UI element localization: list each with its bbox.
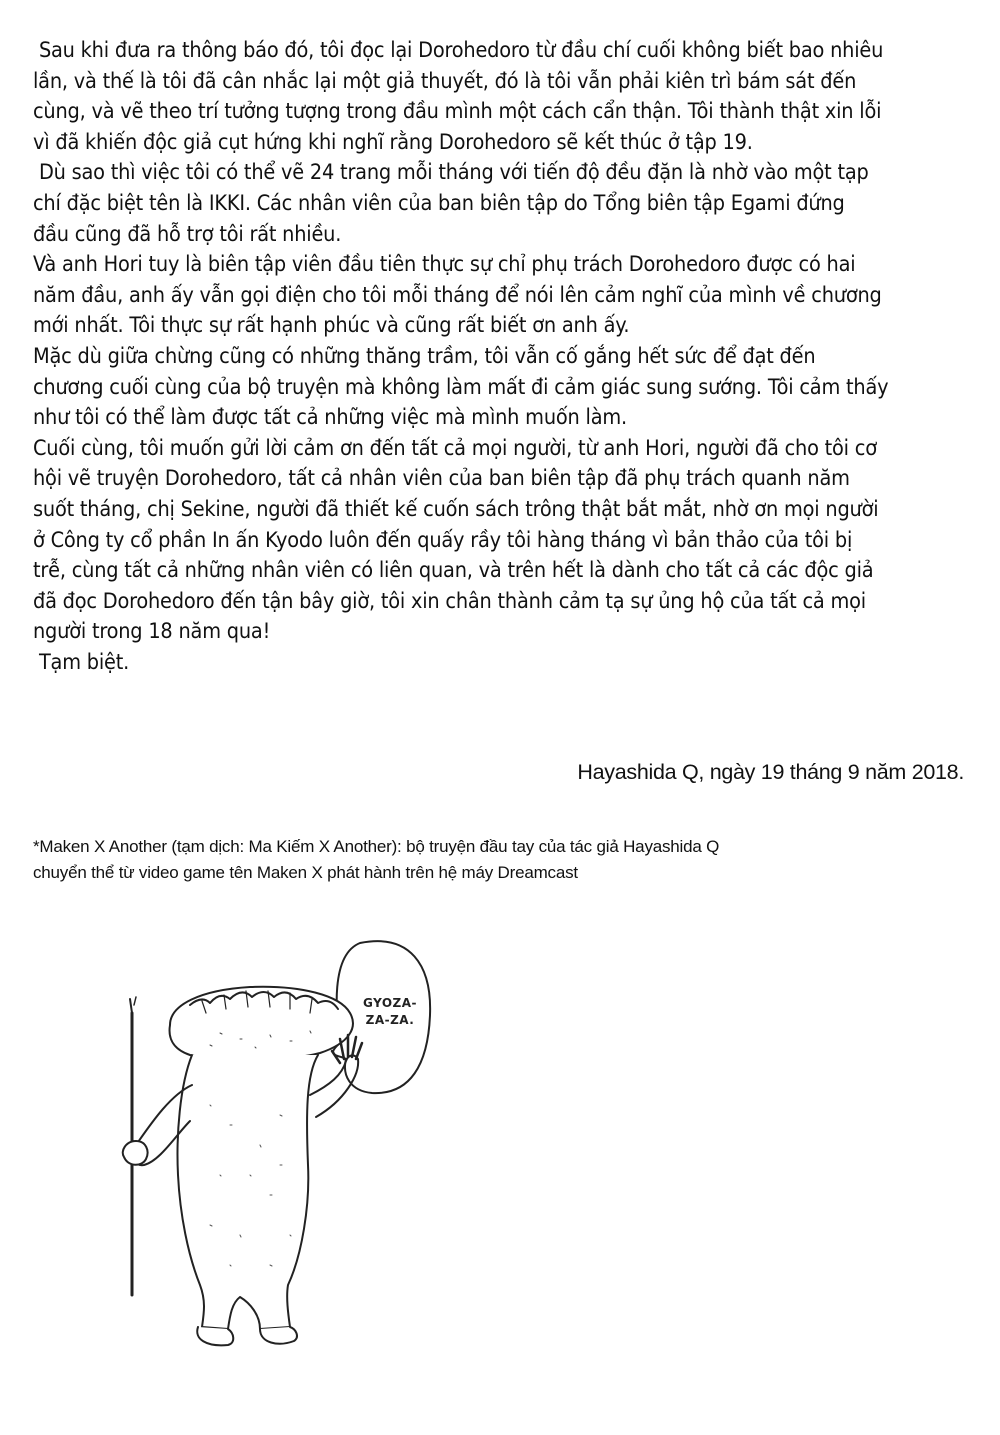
body-line: cùng, và vẽ theo trí tưởng tượng trong đầu mình một cách cẩn thận. Tôi thành thật xin lỗi <box>33 99 882 125</box>
body-line: đã đọc Dorohedoro đến tận bây giờ, tôi xin chân thành cảm tạ sự ủng hộ của tất cả mọi <box>33 588 866 614</box>
body-line: hội vẽ truyện Dorohedoro, tất cả nhân viên của ban biên tập đã phụ trách quanh năm <box>33 466 850 492</box>
body-line: năm đầu, anh ấy vẫn gọi điện cho tôi mỗi tháng để nói lên cảm nghĩ của mình về chương <box>33 282 882 308</box>
body-line: người trong 18 năm qua! <box>33 619 271 645</box>
body-line: Dù sao thì việc tôi có thể vẽ 24 trang mỗi tháng với tiến độ đều đặn là nhờ vào một tạp <box>33 160 869 186</box>
body-line: Cuối cùng, tôi muốn gửi lời cảm ơn đến tất cả mọi người, từ anh Hori, người đã cho tôi cơ <box>33 435 877 461</box>
speech-bubble-line: ZA-ZA. <box>365 1013 415 1027</box>
body-line: lần, và thế là tôi đã cân nhắc lại một giả thuyết, đó là tôi vẫn phải kiên trì bám sát đến <box>33 68 857 94</box>
footnote <box>33 834 933 886</box>
body-line: chí đặc biệt tên là IKKI. Các nhân viên của ban biên tập do Tổng biên tập Egami đứng <box>33 190 845 216</box>
body-line: Tạm biệt. <box>33 649 130 675</box>
body-line: trễ, cùng tất cả những nhân viên có liên quan, và trên hết là dành cho tất cả các độc giả <box>33 558 874 584</box>
body-line: đầu cũng đã hỗ trợ tôi rất nhiều. <box>33 221 342 247</box>
afterword-body <box>33 36 978 678</box>
speech-bubble-line: GYOZA- <box>362 996 418 1010</box>
author-signature: Hayashida Q, ngày 19 tháng 9 năm 2018. <box>577 760 964 784</box>
body-line: Mặc dù giữa chừng cũng có những thăng trầm, tôi vẫn cố gắng hết sức để đạt đến <box>33 343 816 369</box>
speech-bubble-text <box>355 995 425 1029</box>
body-line: Và anh Hori tuy là biên tập viên đầu tiên thực sự chỉ phụ trách Dorohedoro được có hai <box>33 252 856 278</box>
footnote-line: chuyển thể từ video game tên Maken X phát hành trên hệ máy Dreamcast <box>33 863 578 882</box>
body-line: như tôi có thể làm được tất cả những việc mà mình muốn làm. <box>33 405 627 431</box>
body-line: ở Công ty cổ phần In ấn Kyodo luôn đến quấy rầy tôi hàng tháng vì bản thảo của tôi bị <box>33 527 853 553</box>
body-line: vì đã khiến độc giả cụt hứng khi nghĩ rằng Dorohedoro sẽ kết thúc ở tập 19. <box>33 129 753 155</box>
body-line: chương cuối cùng của bộ truyện mà không làm mất đi cảm giác sung sướng. Tôi cảm thấy <box>33 374 889 400</box>
body-line: suốt tháng, chị Sekine, người đã thiết kế cuốn sách trông thật bắt mắt, nhờ ơn mọi người <box>33 496 879 522</box>
footnote-line: *Maken X Another (tạm dịch: Ma Kiếm X Another): bộ truyện đầu tay của tác giả Hayashida Q <box>33 837 720 856</box>
body-line: mới nhất. Tôi thực sự rất hạnh phúc và cũng rất biết ơn anh ấy. <box>33 313 630 339</box>
body-line: Sau khi đưa ra thông báo đó, tôi đọc lại Dorohedoro từ đầu chí cuối không biết bao nhiêu <box>33 38 884 63</box>
